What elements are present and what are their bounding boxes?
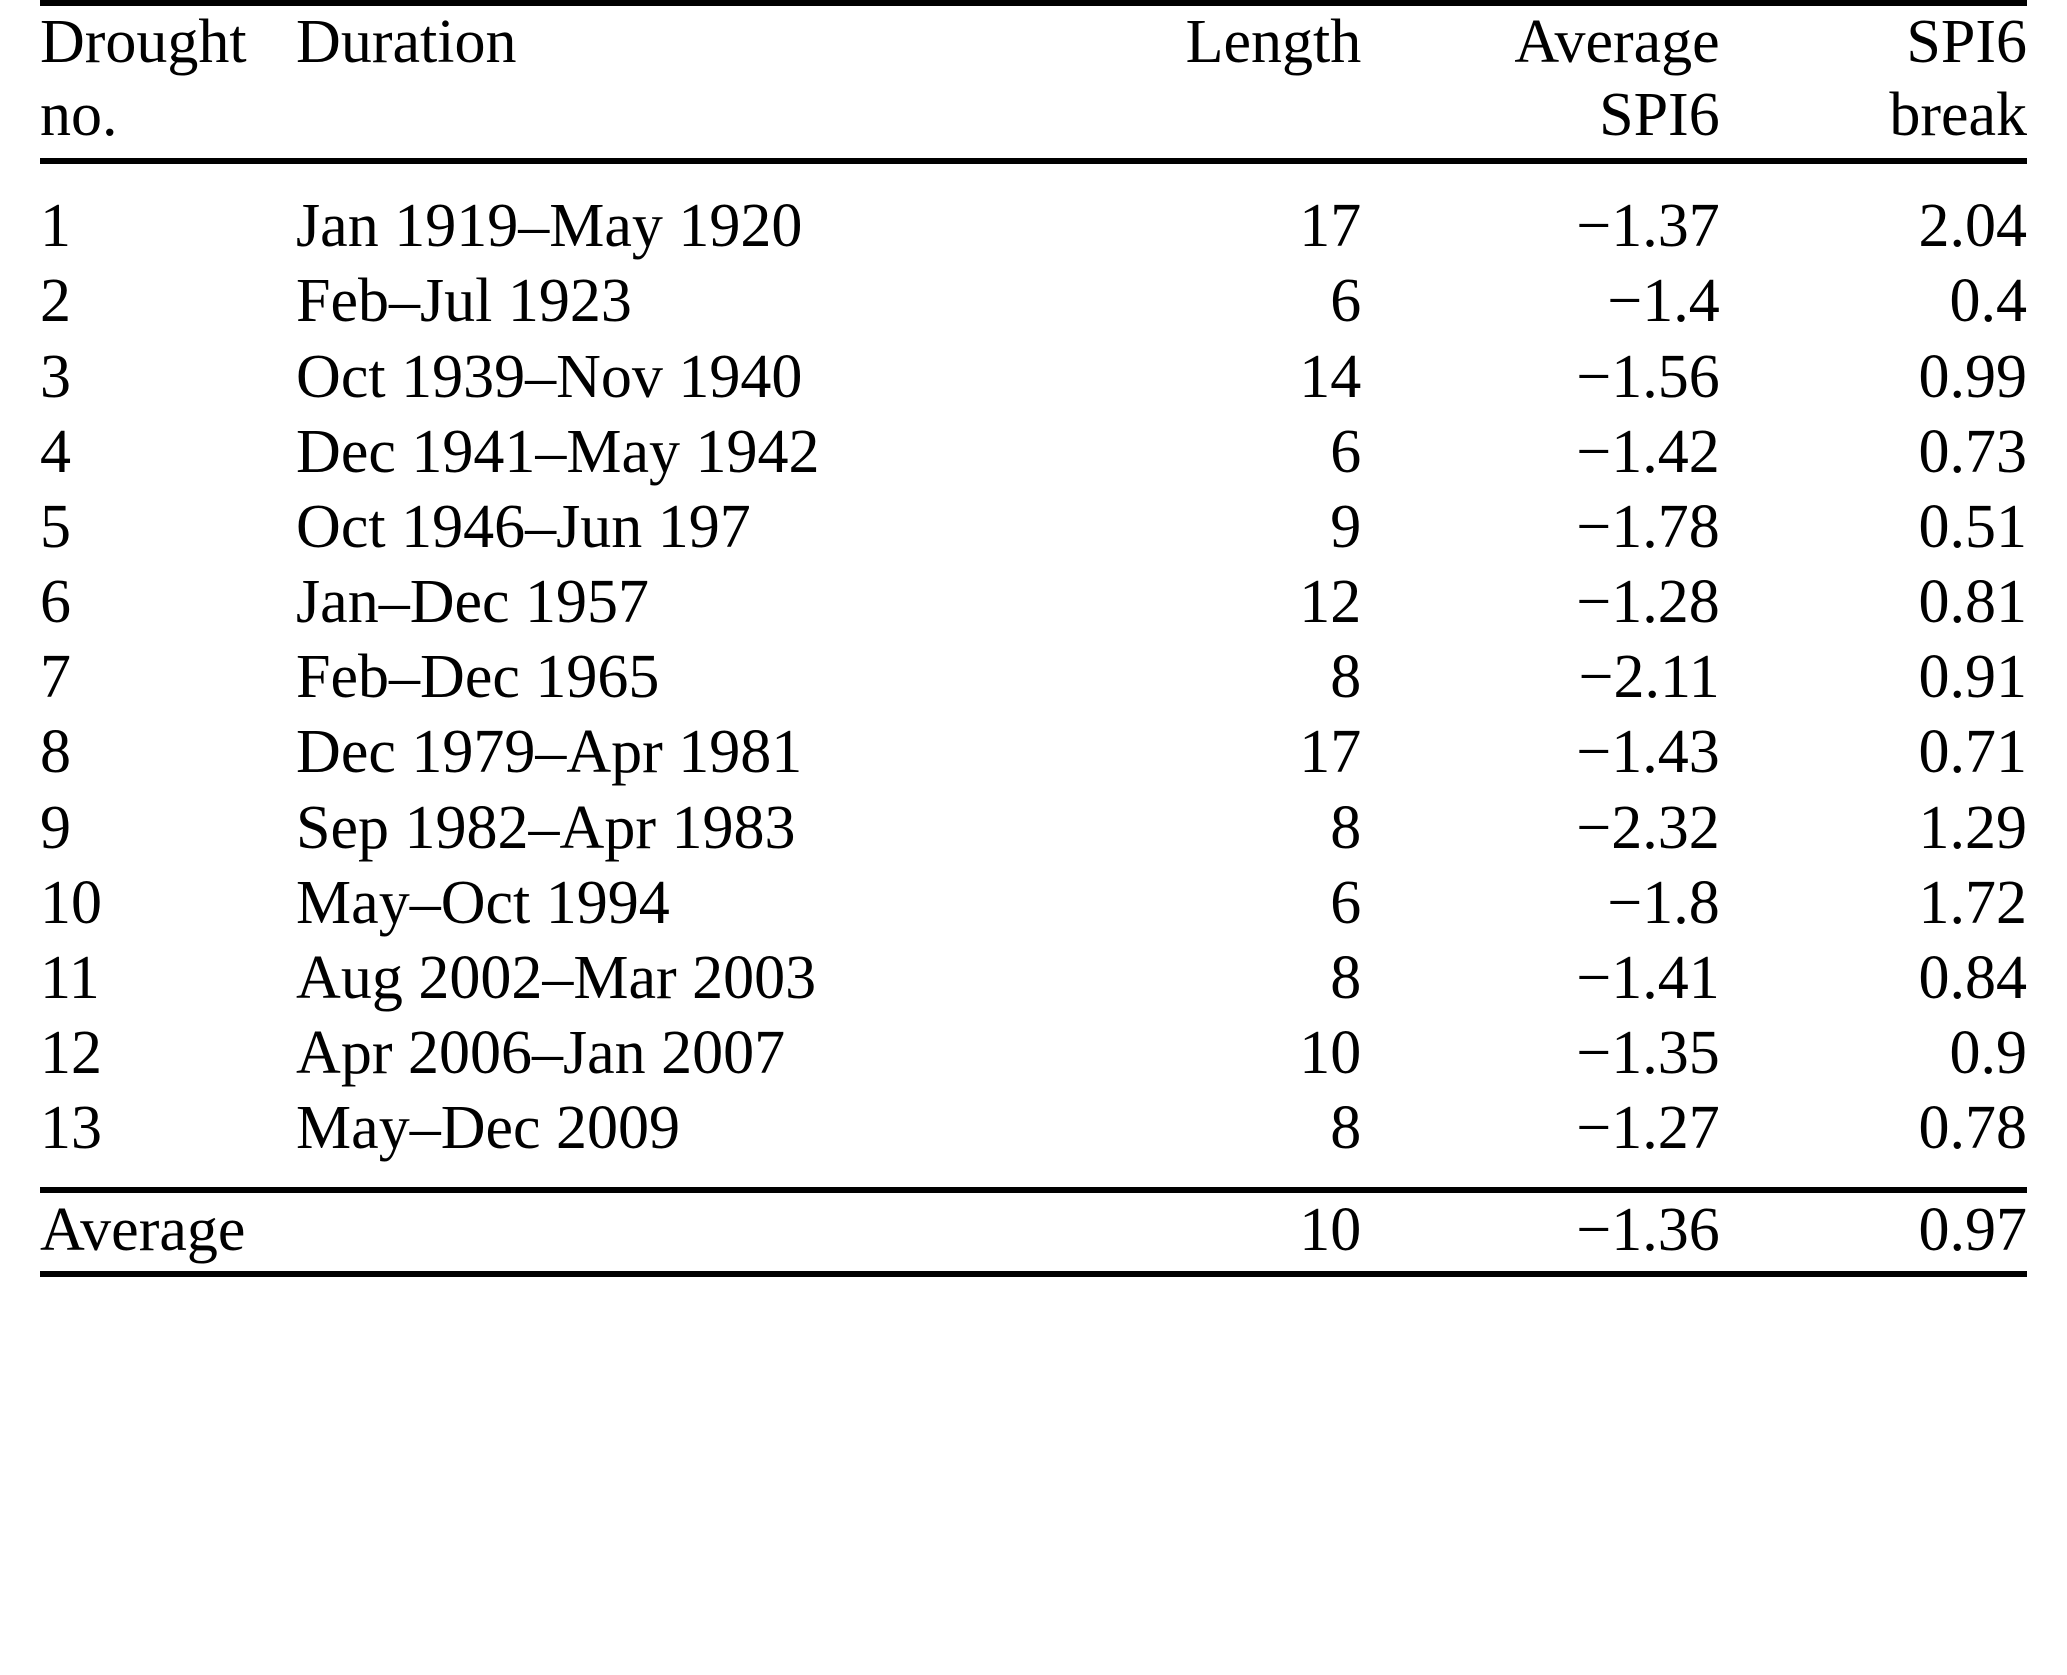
cell-duration: Feb–Dec 1965 xyxy=(296,643,660,712)
table-row xyxy=(40,161,2027,264)
cell-length: 10 xyxy=(1299,1019,1362,1088)
drought-table xyxy=(40,0,2027,1277)
cell-duration: Dec 1941–May 1942 xyxy=(296,417,820,486)
cell-average-spi6: −1.56 xyxy=(1576,342,1720,411)
cell-spi6-break: 0.78 xyxy=(1918,1094,2027,1163)
table-row xyxy=(40,1016,2027,1091)
cell-duration: May–Dec 2009 xyxy=(296,1094,681,1163)
table-row xyxy=(40,490,2027,565)
column-header-average-spi6-line2: SPI6 xyxy=(1599,81,1720,150)
table-header-row xyxy=(40,3,2027,161)
cell-spi6-break: 0.73 xyxy=(1918,417,2027,486)
cell-duration: Sep 1982–Apr 1983 xyxy=(296,793,796,862)
cell-drought-no: 13 xyxy=(40,1094,102,1163)
column-header-average-spi6 xyxy=(1361,3,1719,161)
cell-duration: Apr 2006–Jan 2007 xyxy=(296,1019,786,1088)
cell-length: 6 xyxy=(1330,868,1362,937)
column-header-drought-no-line1: Drought xyxy=(40,8,247,76)
cell-spi6-break: 1.72 xyxy=(1918,868,2027,937)
cell-average-spi6: −1.27 xyxy=(1576,1094,1720,1163)
cell-average-spi6: −1.8 xyxy=(1607,868,1720,937)
column-header-length-label: Length xyxy=(1185,8,1362,76)
cell-length: 6 xyxy=(1330,417,1362,486)
column-header-spi6-break xyxy=(1720,3,2027,161)
cell-length: 17 xyxy=(1299,192,1362,261)
cell-average-spi6: −1.43 xyxy=(1576,718,1720,787)
column-header-spi6-break-line2: break xyxy=(1889,81,2027,150)
summary-length: 10 xyxy=(1299,1196,1362,1265)
cell-average-spi6: −1.28 xyxy=(1576,568,1720,637)
cell-average-spi6: −1.4 xyxy=(1607,267,1720,336)
cell-spi6-break: 0.99 xyxy=(1918,342,2027,411)
table-row xyxy=(40,866,2027,941)
cell-length: 6 xyxy=(1330,267,1362,336)
cell-spi6-break: 0.51 xyxy=(1918,492,2027,561)
cell-drought-no: 11 xyxy=(40,943,100,1012)
cell-drought-no: 9 xyxy=(40,793,71,862)
cell-average-spi6: −1.37 xyxy=(1576,192,1720,261)
cell-average-spi6: −1.42 xyxy=(1576,417,1720,486)
cell-length: 8 xyxy=(1330,643,1362,712)
table-row xyxy=(40,340,2027,415)
table-row xyxy=(40,264,2027,339)
cell-spi6-break: 0.81 xyxy=(1918,568,2027,637)
table-row-average xyxy=(40,1190,2027,1268)
table-bottom-rule xyxy=(40,1269,2027,1274)
cell-average-spi6: −1.35 xyxy=(1576,1019,1720,1088)
cell-average-spi6: −2.32 xyxy=(1576,793,1720,862)
summary-duration xyxy=(296,1190,1054,1268)
cell-duration: Jan–Dec 1957 xyxy=(296,568,650,637)
table-row xyxy=(40,941,2027,1016)
cell-average-spi6: −1.78 xyxy=(1576,492,1720,561)
cell-spi6-break: 0.4 xyxy=(1949,267,2027,336)
table-row xyxy=(40,415,2027,490)
column-header-spi6-break-line1: SPI6 xyxy=(1906,8,2027,76)
cell-length: 8 xyxy=(1330,943,1362,1012)
cell-drought-no: 5 xyxy=(40,492,71,561)
cell-drought-no: 2 xyxy=(40,267,71,336)
column-header-duration xyxy=(296,3,1054,161)
cell-spi6-break: 2.04 xyxy=(1918,192,2027,261)
table-header xyxy=(40,3,2027,161)
cell-duration: Jan 1919–May 1920 xyxy=(296,192,803,261)
cell-drought-no: 6 xyxy=(40,568,71,637)
cell-drought-no: 3 xyxy=(40,342,71,411)
summary-label: Average xyxy=(40,1196,246,1265)
cell-length: 8 xyxy=(1330,1094,1362,1163)
cell-spi6-break: 1.29 xyxy=(1918,793,2027,862)
cell-length: 8 xyxy=(1330,793,1362,862)
summary-spi6-break: 0.97 xyxy=(1918,1196,2027,1265)
table-row xyxy=(40,1091,2027,1190)
summary-average-spi6: −1.36 xyxy=(1576,1196,1720,1265)
table-row xyxy=(40,791,2027,866)
cell-drought-no: 10 xyxy=(40,868,102,937)
cell-duration: Oct 1946–Jun 197 xyxy=(296,492,751,561)
table-row xyxy=(40,715,2027,790)
cell-length: 17 xyxy=(1299,718,1362,787)
cell-drought-no: 7 xyxy=(40,643,71,712)
column-header-length xyxy=(1054,3,1361,161)
cell-drought-no: 4 xyxy=(40,417,71,486)
column-header-drought-no-line2: no. xyxy=(40,81,118,150)
cell-spi6-break: 0.9 xyxy=(1949,1019,2027,1088)
cell-length: 12 xyxy=(1299,568,1362,637)
cell-duration: Oct 1939–Nov 1940 xyxy=(296,342,803,411)
cell-duration: May–Oct 1994 xyxy=(296,868,670,937)
cell-spi6-break: 0.84 xyxy=(1918,943,2027,1012)
cell-drought-no: 12 xyxy=(40,1019,102,1088)
column-header-drought-no xyxy=(40,3,296,161)
cell-drought-no: 8 xyxy=(40,718,71,787)
cell-length: 9 xyxy=(1330,492,1362,561)
cell-duration: Aug 2002–Mar 2003 xyxy=(296,943,817,1012)
table-summary xyxy=(40,1190,2027,1273)
cell-average-spi6: −1.41 xyxy=(1576,943,1720,1012)
table-row xyxy=(40,640,2027,715)
column-header-average-spi6-line1: Average xyxy=(1514,8,1720,76)
cell-duration: Dec 1979–Apr 1981 xyxy=(296,718,803,787)
table-bottom-rule-cell xyxy=(40,1269,2027,1274)
cell-length: 14 xyxy=(1299,342,1362,411)
cell-duration: Feb–Jul 1923 xyxy=(296,267,632,336)
table-body xyxy=(40,161,2027,1190)
column-header-duration-label: Duration xyxy=(296,8,517,76)
cell-spi6-break: 0.71 xyxy=(1918,718,2027,787)
cell-spi6-break: 0.91 xyxy=(1918,643,2027,712)
cell-drought-no: 1 xyxy=(40,192,71,261)
cell-average-spi6: −2.11 xyxy=(1578,643,1720,712)
table-row xyxy=(40,565,2027,640)
